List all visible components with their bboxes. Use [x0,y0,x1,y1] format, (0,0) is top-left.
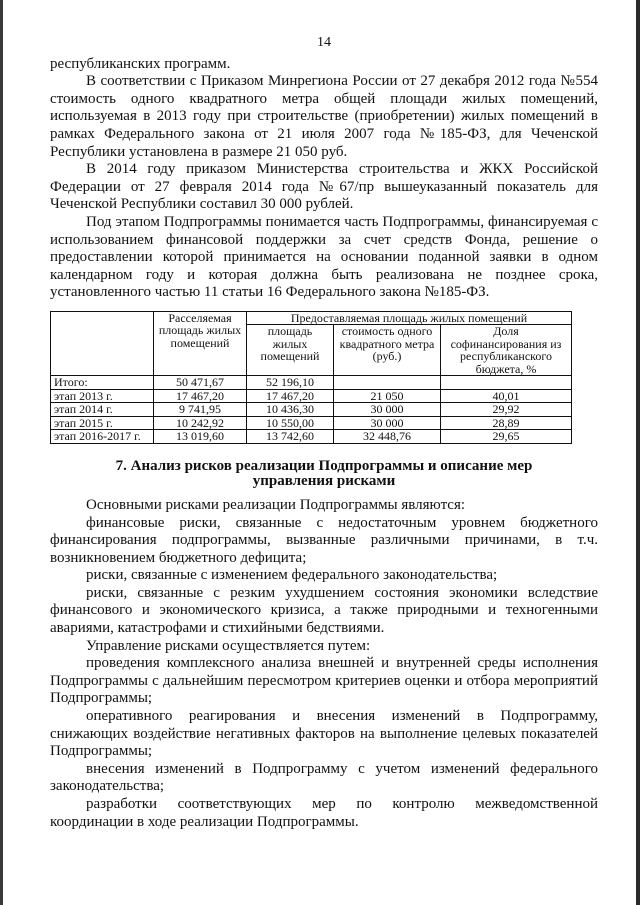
row-label: этап 2015 г. [51,416,154,430]
cell-share: 40,01 [441,389,572,403]
section-heading-line-1: 7. Анализ рисков реализации Подпрограммы и описание мер [115,457,533,474]
cell-area: 52 196,10 [247,376,334,390]
cell-share [441,376,572,390]
cell-cost: 32 448,76 [334,430,441,444]
cell-area: 17 467,20 [247,389,334,403]
cell-resettled: 10 242,92 [154,416,247,430]
section-heading [50,459,598,489]
table-row [51,416,572,430]
paragraph: В 2014 году приказом Министерства строительства и ЖКХ Российской Федерации от 27 февраля 2014 года №67/пр вышеуказанный показатель для Чеченской Республики составил 30 000 рублей. [50,161,598,213]
table-row [51,403,572,417]
cell-resettled: 17 467,20 [154,389,247,403]
paragraph: Управление рисками осуществляется путем: [86,637,371,654]
paragraph: Основными рисками реализации Подпрограммы являются: [86,496,466,513]
table-header-row [51,311,572,325]
paragraph: внесения изменений в Подпрограмму с учетом изменений федерального законодательства; [50,760,598,795]
paragraph: Под этапом Подпрограммы понимается часть Подпрограммы, финансируемая с использованием финансовой поддержки за счет средств Фонда, решение о предоставлении которой принимается на основании поданной заявки в одном календарном году и которая должна быть реализована не позднее срока, установленного частью 11 статьи 16 Федерального закона №185-ФЗ. [50,213,598,301]
table-row [51,389,572,403]
table-header-resettled: Расселяемая площадь жилых помещений [154,311,247,376]
cell-resettled: 13 019,60 [154,430,247,444]
paragraph: проведения комплексного анализа внешней и внутренней среды исполнения Подпрограммы с дальнейшим пересмотром критериев оценки и отбора мероприятий Подпрограммы; [50,655,598,707]
cell-cost: 30 000 [334,416,441,430]
table-row [51,430,572,444]
paragraph: риски, связанные с резким ухудшением состояния экономики вследствие финансового и экономического кризиса, а также природными и техногенными авариями, катастрофами и стихийными бедствиями. [50,584,598,637]
cell-resettled: 9 741,95 [154,403,247,417]
cell-share: 29,92 [441,403,572,417]
cell-share: 28,89 [441,416,572,430]
cell-share: 29,65 [441,430,572,444]
scan-left-edge [0,0,3,905]
scan-right-edge [636,0,640,905]
paragraph: В соответствии с Приказом Минрегиона России от 27 декабря 2012 года №554 стоимость одного квадратного метра общей площади жилых помещений, используемая в 2013 году при строительстве (приобретении) жилых помещений в рамках Федерального закона от 21 июля 2007 года №185-ФЗ, для Чеченской Республики установлена в размере 21 050 руб. [50,73,598,160]
cell-area: 10 436,30 [247,403,334,417]
paragraph: разработки соответствующих мер по контролю межведомственной координации в ходе реализации Подпрограммы. [50,796,598,830]
table-header-area: площадь жилых помещений [247,325,334,376]
row-label: этап 2014 г. [51,403,154,417]
page-number: 14 [317,35,331,50]
cell-cost [334,376,441,390]
cell-cost: 30 000 [334,403,441,417]
table-header-empty [51,311,154,376]
table-header-provided: Предоставляемая площадь жилых помещений [247,311,572,325]
housing-area-table [50,311,572,444]
document-page [50,34,598,831]
row-label: этап 2013 г. [51,389,154,403]
table-row [51,376,572,390]
section-heading-line-2: управления рисками [252,472,396,489]
paragraph: риски, связанные с изменением федерального законодательства; [86,567,498,584]
paragraph: оперативного реагирования и внесения изменений в Подпрограмму, снижающих воздействие негативных факторов на выполнение целевых показателей Подпрограммы; [50,708,598,760]
paragraph: республиканских программ. [50,55,231,72]
row-label: этап 2016-2017 г. [51,430,154,444]
cell-area: 10 550,00 [247,416,334,430]
table-header-cost: стоимость одного квадратного метра (руб.) [334,325,441,376]
paragraph: финансовые риски, связанные с недостаточным уровнем бюджетного финансирования подпрограммы, вызванные различными причинами, в т.ч. возникновением бюджетного дефицита; [50,514,598,566]
table-header-share: Доля софинансирования из республиканского бюджета, % [441,325,572,376]
cell-resettled: 50 471,67 [154,376,247,390]
cell-cost: 21 050 [334,389,441,403]
cell-area: 13 742,60 [247,430,334,444]
row-label: Итого: [51,376,154,390]
